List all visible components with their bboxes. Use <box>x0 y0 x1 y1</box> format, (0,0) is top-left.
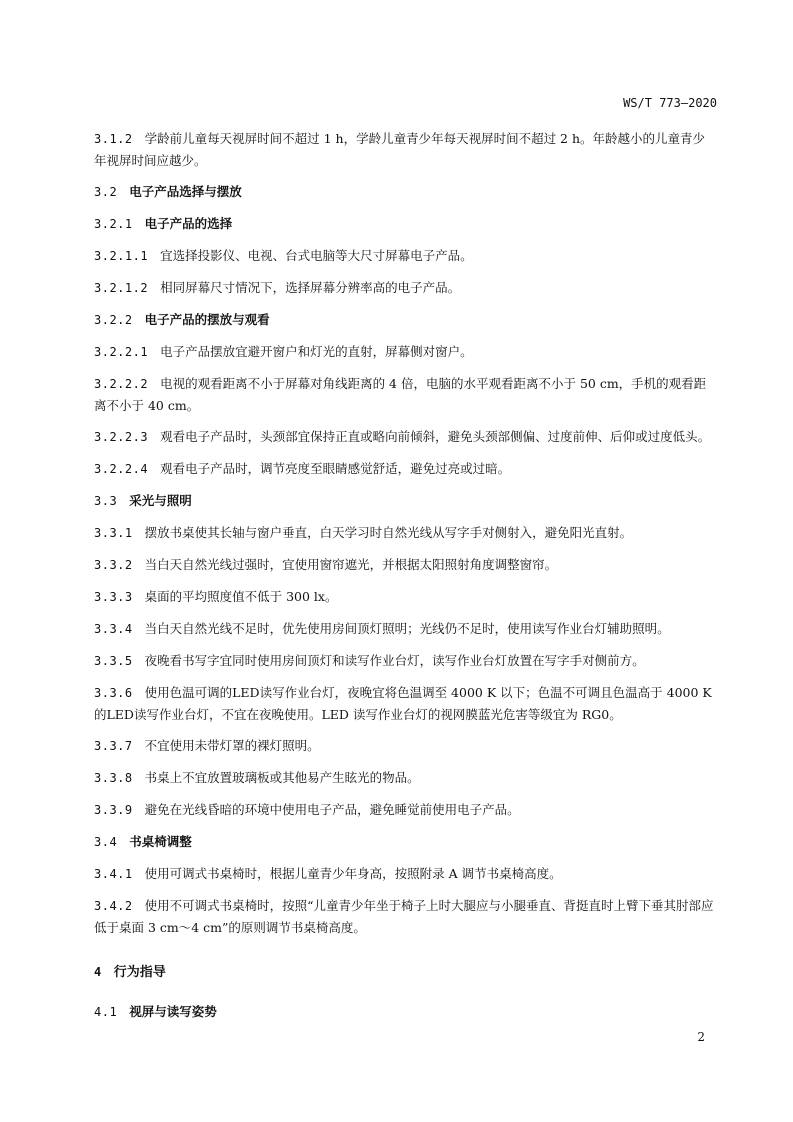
heading-3-2: 3.2 电子产品选择与摆放 <box>94 184 242 199</box>
clause-3-3-2: 3.3.2 当白天自然光线过强时，宜使用窗帘遮光，并根据太阳照射角度调整窗帘。 <box>94 557 558 572</box>
heading-3-2-1: 3.2.1 电子产品的选择 <box>94 216 233 231</box>
clause-3-3-1: 3.3.1 摆放书桌使其长轴与窗户垂直，白天学习时自然光线从写字手对侧射入，避免阳光直射。 <box>94 525 633 540</box>
page-number: 2 <box>697 1030 705 1044</box>
clause-3-2-1-2: 3.2.1.2 相同屏幕尺寸情况下，选择屏幕分辨率高的电子产品。 <box>94 280 461 295</box>
clause-3-4-1: 3.4.1 使用可调式书桌椅时，根据儿童青少年身高，按照附录 A 调节书桌椅高度。 <box>94 866 562 881</box>
document-body <box>94 128 717 1033</box>
standard-code: WS/T 773—2020 <box>623 96 717 110</box>
clause-3-4-2: 3.4.2 使用不可调式书桌椅时，按照“儿童青少年坐于椅子上时大腿应与小腿垂直、背挺直时上臂下垂其肘部应低于桌面 3 cm～4 cm”的原则调节书桌椅高度。 <box>94 898 714 935</box>
clause-3-3-4: 3.3.4 当白天自然光线不足时，优先使用房间顶灯照明；光线仍不足时，使用读写作业台灯辅助照明。 <box>94 621 670 636</box>
clause-3-2-2-4: 3.2.2.4 观看电子产品时，调节亮度至眼睛感觉舒适，避免过亮或过暗。 <box>94 461 511 476</box>
clause-3-3-9: 3.3.9 避免在光线昏暗的环境中使用电子产品，避免睡觉前使用电子产品。 <box>94 802 520 817</box>
heading-4-1: 4.1 视屏与读写姿势 <box>94 1004 217 1019</box>
clause-3-1-2: 3.1.2 学龄前儿童每天视屏时间不超过 1 h，学龄儿童青少年每天视屏时间不超过 2 h。年龄越小的儿童青少年视屏时间应越少。 <box>94 131 706 168</box>
clause-3-2-2-3: 3.2.2.3 观看电子产品时，头颈部宜保持正直或略向前倾斜，避免头颈部侧偏、过度前伸、后仰或过度低头。 <box>94 429 711 444</box>
clause-3-3-3: 3.3.3 桌面的平均照度值不低于 300 lx。 <box>94 589 338 604</box>
heading-3-4: 3.4 书桌椅调整 <box>94 834 192 849</box>
clause-3-2-2-1: 3.2.2.1 电子产品摆放宜避开窗户和灯光的直射，屏幕侧对窗户。 <box>94 344 473 359</box>
heading-3-3: 3.3 采光与照明 <box>94 493 192 508</box>
clause-3-3-5: 3.3.5 夜晚看书写字宜同时使用房间顶灯和读写作业台灯，读写作业台灯放置在写字手对侧前方。 <box>94 653 645 668</box>
clause-3-3-6: 3.3.6 使用色温可调的LED读写作业台灯，夜晚宜将色温调至 4000 K 以下；色温不可调且色温高于 4000 K 的LED读写作业台灯，不宜在夜晚使用。LED 读写作业台灯的视网膜蓝光危害等级宜为 RG0。 <box>94 685 712 722</box>
clause-3-3-7: 3.3.7 不宜使用未带灯罩的裸灯照明。 <box>94 738 320 753</box>
heading-3-2-2: 3.2.2 电子产品的摆放与观看 <box>94 312 270 327</box>
clause-3-2-2-2: 3.2.2.2 电视的观看距离不小于屏幕对角线距离的 4 倍，电脑的水平观看距离不小于 50 cm，手机的观看距离不小于 40 cm。 <box>94 376 707 413</box>
heading-4: 4 行为指导 <box>94 965 166 980</box>
clause-3-2-1-1: 3.2.1.1 宜选择投影仪、电视、台式电脑等大尺寸屏幕电子产品。 <box>94 248 473 263</box>
clause-3-3-8: 3.3.8 书桌上不宜放置玻璃板或其他易产生眩光的物品。 <box>94 770 420 785</box>
